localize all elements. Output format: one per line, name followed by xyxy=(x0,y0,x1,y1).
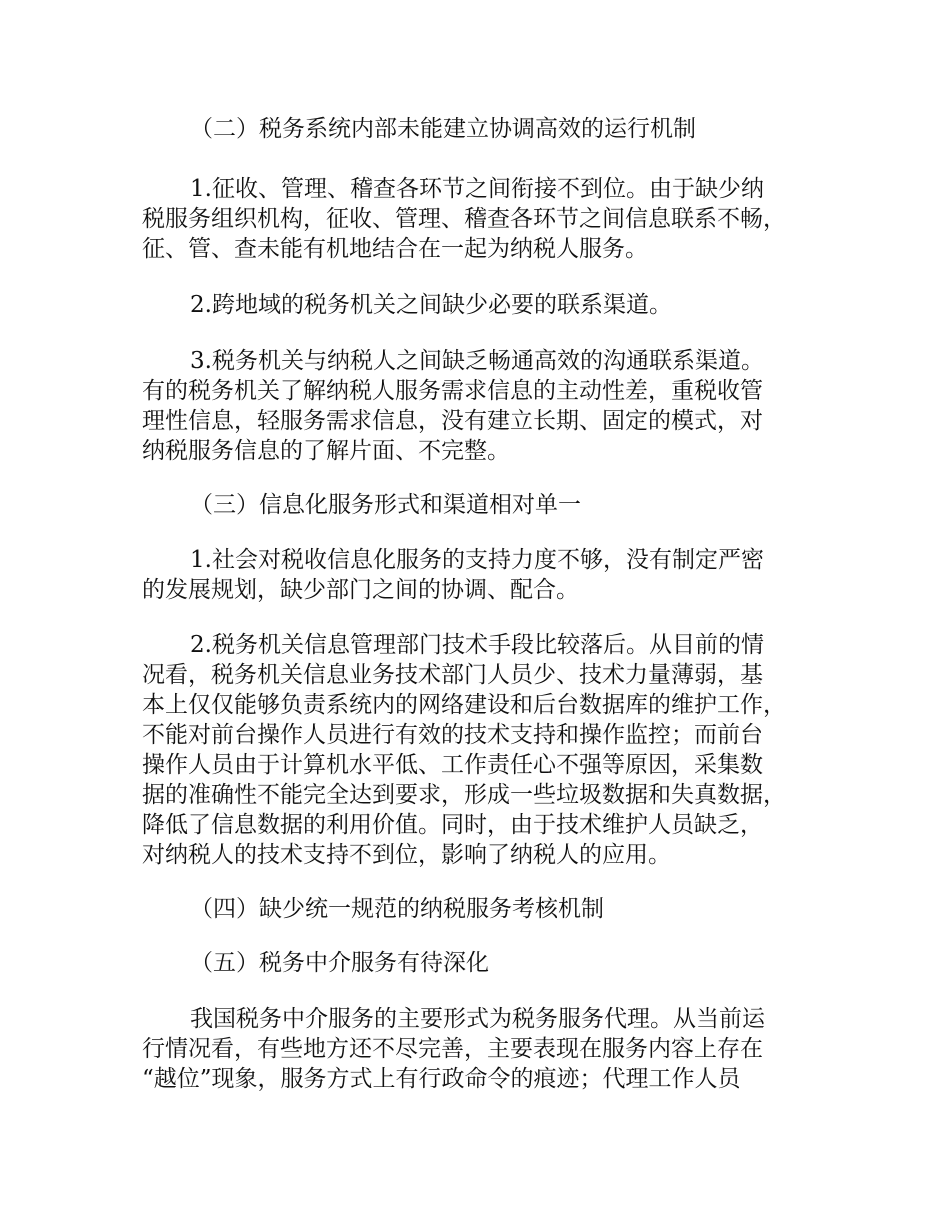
paragraph-line: 2.跨地域的税务机关之间缺少必要的联系渠道。 xyxy=(190,292,672,318)
paragraph-line: 我国税务中介服务的主要形式为税务服务代理。从当前运 xyxy=(190,1006,765,1032)
paragraph-line: 本上仅仅能够负责系统内的网络建设和后台数据库的维护工作， xyxy=(142,692,786,718)
section-heading-4: （四）缺少统一规范的纳税服务考核机制 xyxy=(190,896,604,922)
paragraph-line: 对纳税人的技术支持不到位，影响了纳税人的应用。 xyxy=(142,842,671,868)
section-heading-2: （二）税务系统内部未能建立协调高效的运行机制 xyxy=(190,116,696,142)
section-heading-5: （五）税务中介服务有待深化 xyxy=(190,950,489,976)
paragraph-line: 纳税服务信息的了解片面、不完整。 xyxy=(142,438,510,464)
paragraph-line: 有的税务机关了解纳税人服务需求信息的主动性差，重税收管 xyxy=(142,378,763,404)
paragraph-line: 2.税务机关信息管理部门技术手段比较落后。从目前的情 xyxy=(190,632,764,658)
paragraph-line: 1.征收、管理、稽查各环节之间衔接不到位。由于缺少纳 xyxy=(190,176,764,202)
paragraph-line: 不能对前台操作人员进行有效的技术支持和操作监控；而前台 xyxy=(142,722,763,748)
section-heading-3: （三）信息化服务形式和渠道相对单一 xyxy=(190,492,581,518)
paragraph-line: “越位”现象，服务方式上有行政命令的痕迹；代理工作人员 xyxy=(142,1066,741,1092)
paragraph-line: 理性信息，轻服务需求信息，没有建立长期、固定的模式，对 xyxy=(142,408,763,434)
paragraph-line: 1.社会对税收信息化服务的支持力度不够，没有制定严密 xyxy=(190,547,764,573)
paragraph-line: 行情况看，有些地方还不尽完善，主要表现在服务内容上存在 xyxy=(142,1036,763,1062)
paragraph-line: 税服务组织机构，征收、管理、稽查各环节之间信息联系不畅， xyxy=(142,206,786,232)
paragraph-line: 降低了信息数据的利用价值。同时，由于技术维护人员缺乏， xyxy=(142,812,763,838)
paragraph-line: 征、管、查未能有机地结合在一起为纳税人服务。 xyxy=(142,236,648,262)
paragraph-line: 3.税务机关与纳税人之间缺乏畅通高效的沟通联系渠道。 xyxy=(190,348,764,374)
paragraph-line: 的发展规划，缺少部门之间的协调、配合。 xyxy=(142,577,579,603)
paragraph-line: 据的准确性不能完全达到要求，形成一些垃圾数据和失真数据， xyxy=(142,782,786,808)
paragraph-line: 况看，税务机关信息业务技术部门人员少、技术力量薄弱，基 xyxy=(142,662,763,688)
paragraph-line: 操作人员由于计算机水平低、工作责任心不强等原因，采集数 xyxy=(142,752,763,778)
